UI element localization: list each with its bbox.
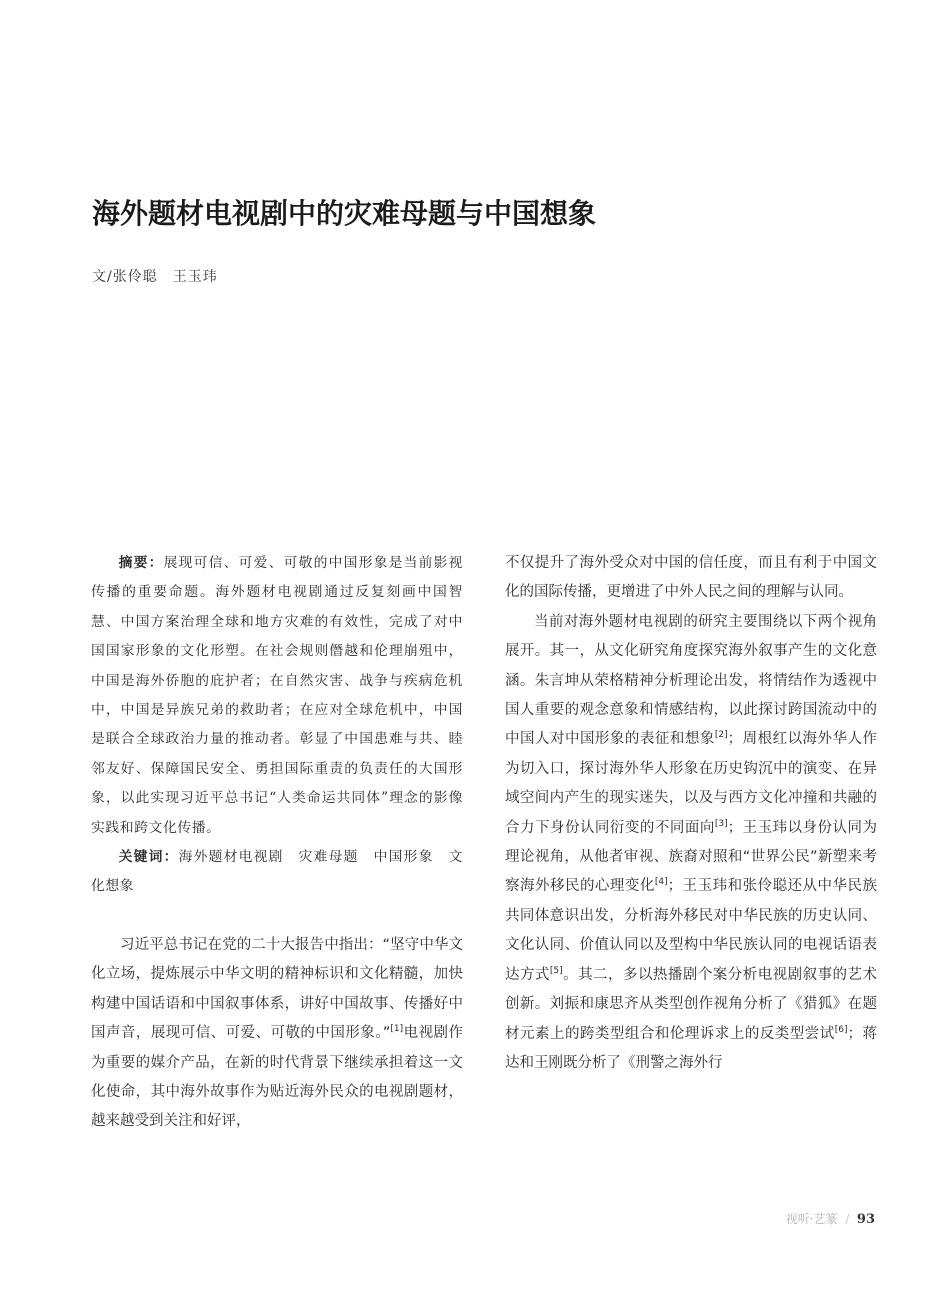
author-byline: 文/张伶聪 王玉玮 xyxy=(92,269,218,285)
research-text-d: ；王玉玮和张伶聪还从中华民族共同体意识出发，分析海外移民对中华民族的历史认同、文化认同、价值认同以及型构中华民族认同的电视话语表达方式 xyxy=(505,878,877,983)
citation-4: [4] xyxy=(654,877,668,888)
keywords-paragraph xyxy=(91,843,463,902)
footer-separator: / xyxy=(845,1212,850,1226)
abstract-paragraph xyxy=(91,549,463,843)
citation-5: [5] xyxy=(549,965,563,976)
research-text-f: ；蒋达和王刚既分析了《刑警之海外行 xyxy=(505,1025,878,1071)
journal-name: 视听·艺篆 xyxy=(785,1212,838,1226)
continued-paragraph: 不仅提升了海外受众对中国的信任度，而且有利于中国文化的国际传播，更增进了中外人民之间的理解与认同。 xyxy=(505,555,877,601)
keywords-label: 关键词： xyxy=(118,849,179,866)
citation-1: [1] xyxy=(390,1024,404,1035)
citation-2: [2] xyxy=(714,730,728,741)
research-paragraph xyxy=(505,608,877,1079)
right-column xyxy=(505,549,877,1078)
research-text-c: ；王玉玮以身份认同为理论视角，从他者审视、族裔对照和“世界公民”新塑来考察海外移民的心理变化 xyxy=(505,819,878,895)
research-text-b: ；周根红以海外华人作为切入口，探讨海外华人形象在历史钩沉中的演变、在异域空间内产生的现实迷失，以及与西方文化冲撞和共融的合力下身份认同衍变的不同面向 xyxy=(505,731,878,836)
keywords-text: 海外题材电视剧 灾难母题 中国形象 文化想象 xyxy=(91,849,463,895)
left-column xyxy=(91,549,463,1137)
intro-paragraph xyxy=(91,931,463,1137)
intro-text-a: 习近平总书记在党的二十大报告中指出：“坚守中华文化立场，提炼展示中华文明的精神标识和文化精髓，加快构建中国话语和中国叙事体系，讲好中国故事、传播好中国声音，展现可信、可爱、可敬的中国形象。” xyxy=(91,936,463,1042)
section-gap xyxy=(91,902,463,931)
research-text-a: 当前对海外题材电视剧的研究主要围绕以下两个视角展开。其一，从文化研究角度探究海外叙事产生的文化意涵。朱言坤从荣格精神分析理论出发，将情结作为透视中国人重要的观念意象和情感结构，以此探讨跨国流动中的中国人对中国形象的表征和想象 xyxy=(505,613,877,748)
page-footer xyxy=(786,1210,875,1227)
research-text-e: 。其二，多以热播剧个案分析电视剧叙事的艺术创新。刘振和康思齐从类型创作视角分析了《猎狐》在题材元素上的跨类型组合和伦理诉求上的反类型尝试 xyxy=(505,966,877,1042)
abstract-label: 摘要： xyxy=(118,555,164,571)
intro-text-b: 电视剧作为重要的媒介产品，在新的时代背景下继续承担着这一文化使命，其中海外故事作为贴近海外民众的电视剧题材，越来越受到关注和好评， xyxy=(91,1025,464,1130)
citation-3: [3] xyxy=(714,818,728,829)
abstract-text: 展现可信、可爱、可敬的中国形象是当前影视传播的重要命题。海外题材电视剧通过反复刻画中国智慧、中国方案治理全球和地方灾难的有效性，完成了对中国国家形象的文化形塑。在社会规则僭越和伦理崩殂中，中国是海外侨胞的庇护者；在自然灾害、战争与疾病危机中，中国是异族兄弟的救助者；在应对全球危机中，中国是联合全球政治力量的推动者。彰显了中国患难与共、睦邻友好、保障国民安全、勇担国际重责的负责任的大国形象，以此实现习近平总书记“人类命运共同体”理念的影像实践和跨文化传播。 xyxy=(91,555,463,836)
article-title: 海外题材电视剧中的灾难母题与中国想象 xyxy=(92,197,597,230)
citation-6: [6] xyxy=(834,1024,848,1035)
page-number: 93 xyxy=(856,1212,875,1227)
